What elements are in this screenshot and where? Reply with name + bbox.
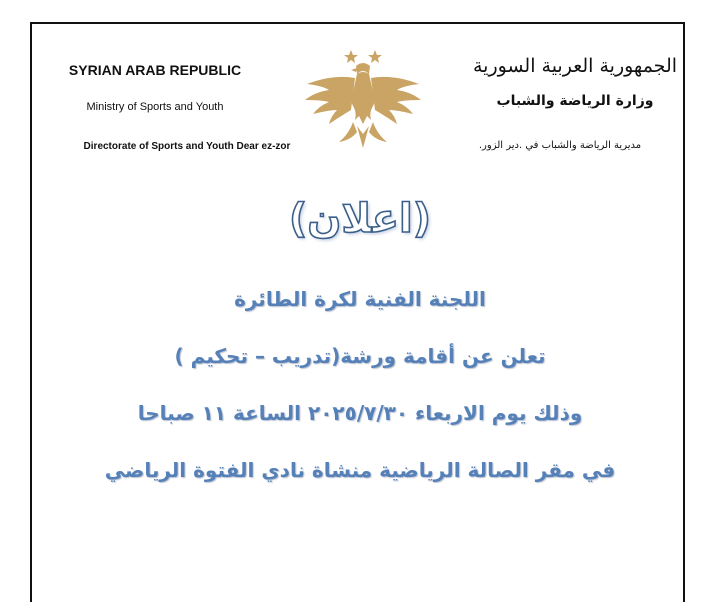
arabic-country-title: الجمهورية العربية السورية (472, 55, 678, 77)
announcement-heading: (اعلان) (288, 196, 432, 242)
eagle-emblem-icon (293, 44, 433, 156)
announcement-line-date: وذلك يوم الاربعاء ٢٠٢٥/٧/٣٠ الساعة ١١ صباحا (137, 401, 583, 425)
english-country-title: SYRIAN ARAB REPUBLIC (68, 62, 242, 78)
announcement-line-workshop: تعلن عن أقامة ورشة(تدريب – تحكيم ) (174, 344, 546, 368)
arabic-ministry-name: وزارة الرياضة والشباب (496, 93, 654, 109)
arabic-directorate-name: مديرية الرياضة والشباب في .دير الزور. (478, 140, 642, 151)
english-ministry-name: Ministry of Sports and Youth (86, 101, 224, 113)
announcement-line-location: في مقر الصالة الرياضية منشاة نادي الفتوة الرياضي (104, 458, 616, 482)
announcement-line-committee: اللجنة الفنية لكرة الطائرة (234, 287, 486, 311)
english-directorate-name: Directorate of Sports and Youth Dear ez-zor (83, 141, 291, 152)
